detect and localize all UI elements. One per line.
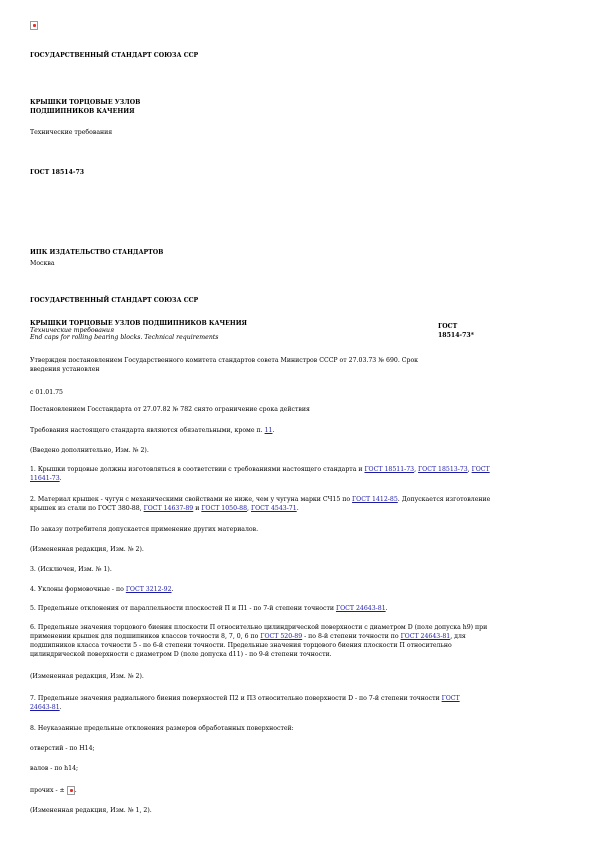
clause-6-line3: подшипников класса точности 5 - по 6-й степени точности. Предельные значения торцового биения плоскости П относительно [30,642,452,649]
clause-4-end: . [171,586,174,593]
and-text: и [195,505,200,512]
mandatory-paragraph [30,427,274,435]
mandatory-end: . [272,427,275,434]
clause-4 [30,586,174,594]
clause-8: 8. Неуказанные предельные отклонения размеров обработанных поверхностей: [30,725,294,732]
gost-24643-link-2[interactable]: ГОСТ 24643-81 [400,633,451,640]
clause-5 [30,605,388,613]
clause-2-end: . [296,505,299,512]
clause-11-link[interactable]: 11 [264,427,273,434]
cover-gost-number: ГОСТ 18514-73 [30,169,85,176]
clause-6-line2-end: , для [450,633,466,640]
doc-title-english: End caps for rolling bearing blocks. Technical requirements [30,334,219,341]
gost-24643-link[interactable]: ГОСТ 24643-81 [335,605,386,612]
publisher-city: Москва [30,260,55,267]
state-standard-header: ГОСУДАРСТВЕННЫЙ СТАНДАРТ СОЮЗА ССР [30,52,199,59]
cover-subtitle: Технические требования [30,129,113,136]
changed-note-12: (Измененная редакция, Изм. № 1, 2). [30,807,152,814]
sep: , [467,466,470,473]
doc-title: КРЫШКИ ТОРЦОВЫЕ УЗЛОВ ПОДШИПНИКОВ КАЧЕНИЯ [30,320,248,327]
gost-14637-link[interactable]: ГОСТ 14637-89 [143,505,194,512]
intro-date: с 01.01.75 [30,389,63,396]
other-tolerance-text: прочих - ± [30,787,65,794]
clause-2-text: 2. Материал крышек - чугун с механическими свойствами не ниже, чем у чугуна марки СЧ15 по [30,496,351,503]
clause-2-mid: . Допускается изготовление [397,496,491,503]
clause-7-text: 7. Предельные значения радиального биения поверхностей П2 и П3 относительно поверхности D - по 7-й степени точности [30,695,440,702]
clause-1-text: 1. Крышки торцовые должны изготовляться в соответствии с требованиями настоящего стандарта и [30,466,363,473]
broken-image-icon [67,786,75,795]
clause-6-line1: 6. Предельные значения торцового биения плоскости П относительно цилиндрической поверхности с диаметром D (поле допуска h9) при [30,624,488,631]
clause-5-text: 5. Предельные отклонения от параллельности плоскостей П и П1 - по 7-й степени точности [30,605,335,612]
mandatory-text: Требования настоящего стандарта являются обязательными, кроме п. [30,427,263,434]
gost-24643-link-3-part1[interactable]: ГОСТ [441,695,460,702]
clause-1-line1 [30,466,490,474]
clause-6-line2-text: применении крышек для подшипников классов точности 8, 7, 0, 6 по [30,633,259,640]
other-materials-paragraph: По заказу потребителя допускается применение других материалов. [30,526,259,533]
gost-1412-link[interactable]: ГОСТ 1412-85 [352,496,398,503]
decree-paragraph: Постановлением Госстандарта от 27.07.82 № 782 снято ограничение срока действия [30,406,310,413]
holes-tolerance: отверстий - по Н14; [30,745,95,752]
gost-18513-link[interactable]: ГОСТ 18513-73 [418,466,468,473]
gost-520-link[interactable]: ГОСТ 520-89 [260,633,303,640]
state-standard-heading: ГОСУДАРСТВЕННЫЙ СТАНДАРТ СОЮЗА ССР [30,297,199,304]
broken-image-icon [30,21,38,30]
changed-note-2: (Измененная редакция, Изм. № 2). [30,546,144,553]
clause-7-line2 [30,704,62,712]
clause-2-line1 [30,496,490,504]
other-tolerance [30,786,77,795]
gost-11641-link-part1[interactable]: ГОСТ [471,466,490,473]
cover-title-line2: ПОДШИПНИКОВ КАЧЕНИЯ [30,108,135,115]
approval-line2: введения установлен [30,366,100,373]
clause-1-end: . [59,475,62,482]
other-tolerance-end: . [74,787,77,794]
clause-1-line2 [30,475,62,483]
publisher-name: ИПК ИЗДАТЕЛЬСТВО СТАНДАРТОВ [30,249,164,256]
clause-7-end: . [59,704,62,711]
gost-24643-link-3-part2[interactable]: 24643-81 [30,704,60,711]
clause-7-line1 [30,695,460,703]
clause-6-line2 [30,633,466,641]
gost-4543-link[interactable]: ГОСТ 4543-71 [250,505,297,512]
sep: , [414,466,417,473]
clause-6-line2-mid: - по 8-й степени точности по [304,633,399,640]
clause-5-end: . [385,605,388,612]
added-note: (Введено дополнительно, Изм. № 2). [30,447,149,454]
gost-3212-link[interactable]: ГОСТ 3212-92 [125,586,172,593]
gost-11641-link-part2[interactable]: 11641-73 [30,475,60,482]
gost-code: 18514-73* [438,332,474,339]
cover-title-line1: КРЫШКИ ТОРЦОВЫЕ УЗЛОВ [30,99,141,106]
clause-4-text: 4. Уклоны формовочные - по [30,586,124,593]
changed-note-2b: (Измененная редакция, Изм. № 2). [30,673,144,680]
gost-label: ГОСТ [438,323,458,330]
shafts-tolerance: валов - по h14; [30,765,79,772]
clause-6-line4: цилиндрической поверхности с диаметром D (поле допуска d11) - по 9-й степени точности. [30,651,332,658]
clause-2-line2-text: крышек из стали по ГОСТ 380-88, [30,505,142,512]
gost-18511-link[interactable]: ГОСТ 18511-73 [364,466,415,473]
clause-2-line2 [30,505,299,513]
sep: , [247,505,249,512]
doc-title-subtitle: Технические требования [30,327,115,334]
gost-1050-link[interactable]: ГОСТ 1050-88 [201,505,248,512]
approval-line1: Утвержден постановлением Государственного комитета стандартов совета Министров СССР от 27.03.73 № 690. Срок [30,357,419,364]
clause-3: 3. (Исключен, Изм. № 1). [30,566,112,573]
